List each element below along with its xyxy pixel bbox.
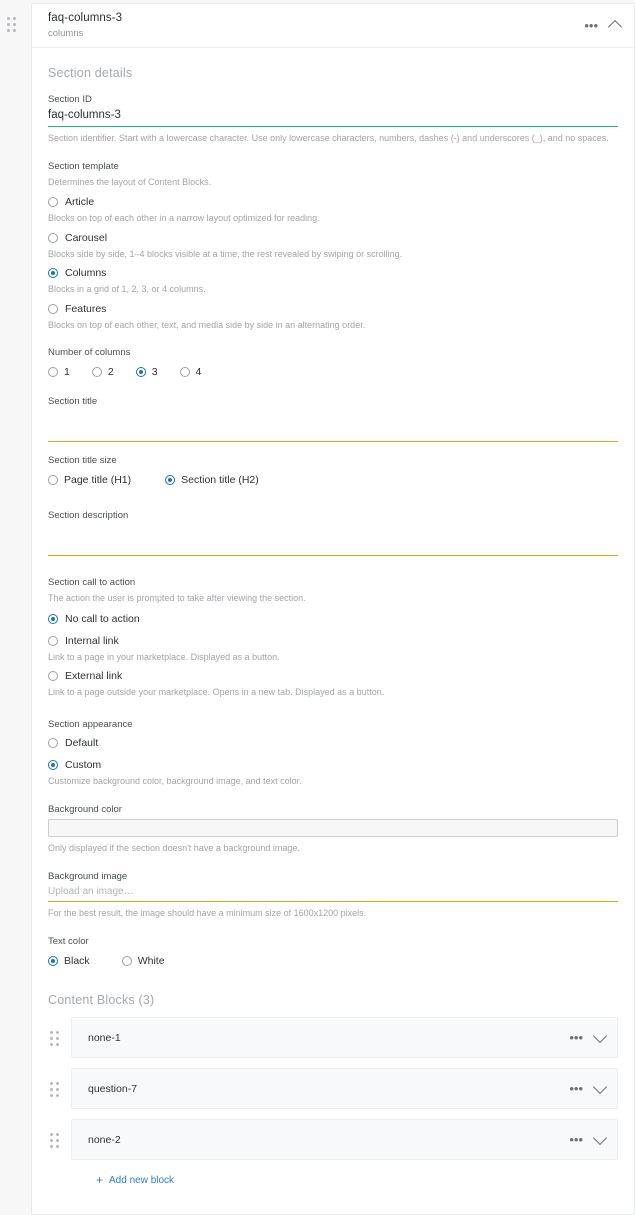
radio-label: 3: [151, 366, 158, 379]
drag-dot: [50, 1145, 53, 1148]
drag-dot: [56, 1139, 59, 1142]
radio-icon[interactable]: [48, 475, 58, 485]
radio-label: 2: [107, 366, 114, 379]
radio-option-default[interactable]: [48, 737, 618, 749]
radio-option-black[interactable]: [48, 955, 90, 967]
radio-label: No call to action: [65, 612, 140, 625]
section-description-underline: [48, 555, 618, 556]
radio-icon[interactable]: [48, 636, 58, 646]
block-drag-handle[interactable]: [50, 1031, 62, 1045]
background-color-label: Background color: [48, 804, 122, 816]
section-id-help: Section identifier. Start with a lowercase character. Use only lowercase characters, numbers, dashes (-) and underscores (_), and no spaces.: [48, 133, 609, 143]
section-cta-help: The action the user is prompted to take after viewing the section.: [48, 593, 306, 604]
chevron-up-icon[interactable]: [610, 19, 620, 32]
drag-dot: [56, 1031, 59, 1034]
radio-icon[interactable]: [48, 233, 58, 243]
chevron-down-icon[interactable]: [595, 1133, 605, 1147]
section-id-field: [48, 94, 618, 145]
radio-desc-features: Blocks on top of each other, text, and media side by side in an alternating order.: [48, 319, 366, 330]
radio-desc-internal-link: Link to a page in your marketplace. Displayed as a button.: [48, 651, 280, 662]
radio-label: White: [137, 955, 165, 968]
radio-desc-external-link: Link to a page outside your marketplace. Opens in a new tab. Displayed as a button.: [48, 687, 385, 698]
add-new-block-label: Add new block: [109, 1174, 175, 1186]
drag-dot: [56, 1133, 59, 1136]
background-image-underline: [48, 901, 618, 902]
drag-dot: [56, 1145, 59, 1148]
drag-dot: [56, 1088, 59, 1091]
section-title-label: Section title: [48, 396, 98, 408]
drag-dot: [50, 1133, 53, 1136]
radio-option-carousel[interactable]: [48, 232, 618, 244]
plus-icon: +: [96, 1173, 104, 1188]
section-template-help: Determines the layout of Content Blocks.: [48, 177, 212, 188]
radio-label: Columns: [65, 267, 107, 280]
radio-icon[interactable]: [48, 760, 58, 770]
radio-icon[interactable]: [122, 956, 132, 966]
section-title-underline: [48, 441, 618, 442]
radio-option-internal-link[interactable]: [48, 635, 618, 647]
radio-icon[interactable]: [48, 671, 58, 681]
block-title: none-1: [88, 1031, 121, 1044]
radio-icon[interactable]: [180, 367, 190, 377]
radio-option-white[interactable]: [122, 955, 165, 967]
content-blocks-heading: Content Blocks (3): [48, 993, 155, 1008]
text-color-label: Text color: [48, 936, 89, 948]
section-template-label: Section template: [48, 161, 119, 173]
block-more-icon[interactable]: •••: [569, 1030, 583, 1046]
radio-label: Black: [64, 955, 90, 968]
radio-option-article[interactable]: [48, 196, 618, 208]
drag-dot: [7, 29, 10, 32]
block-card[interactable]: [71, 1119, 618, 1160]
radio-option-columns-3[interactable]: [136, 366, 158, 378]
background-image-upload[interactable]: Upload an image…: [48, 886, 134, 898]
radio-icon[interactable]: [48, 956, 58, 966]
block-title: question-7: [88, 1082, 138, 1095]
radio-label: Page title (H1): [64, 474, 132, 487]
drag-dot: [50, 1088, 53, 1091]
radio-label: Section title (H2): [181, 474, 259, 487]
radio-option-columns-4[interactable]: [180, 366, 202, 378]
radio-icon[interactable]: [136, 367, 146, 377]
drag-dot: [13, 29, 16, 32]
list-item: [48, 1017, 618, 1058]
radio-option-custom[interactable]: [48, 759, 618, 771]
drag-dot: [50, 1037, 53, 1040]
section-cta-field: [48, 577, 618, 698]
block-more-icon[interactable]: •••: [569, 1081, 583, 1097]
section-drag-handle[interactable]: [7, 17, 19, 31]
drag-dot: [56, 1037, 59, 1040]
radio-option-external-link[interactable]: [48, 670, 618, 682]
section-title-input[interactable]: [48, 411, 618, 441]
drag-dot: [50, 1031, 53, 1034]
section-description-label: Section description: [48, 510, 129, 522]
radio-option-section-title-h2[interactable]: [165, 474, 259, 486]
number-of-columns-label: Number of columns: [48, 347, 131, 359]
add-new-block-button[interactable]: [96, 1174, 618, 1186]
section-description-field: [48, 510, 618, 556]
radio-option-columns[interactable]: [48, 267, 618, 279]
text-color-options: [48, 955, 618, 967]
block-drag-handle[interactable]: [50, 1133, 62, 1147]
block-drag-handle[interactable]: [50, 1082, 62, 1096]
drag-dot: [50, 1043, 53, 1046]
drag-dot: [56, 1094, 59, 1097]
block-title: none-2: [88, 1133, 121, 1146]
section-appearance-field: [48, 719, 618, 788]
section-appearance-label: Section appearance: [48, 718, 133, 730]
block-card[interactable]: [71, 1017, 618, 1058]
section-card-body: [32, 48, 634, 1214]
radio-icon[interactable]: [48, 367, 58, 377]
radio-label: External link: [65, 670, 123, 683]
drag-dot: [50, 1094, 53, 1097]
radio-option-columns-1[interactable]: [48, 366, 70, 378]
radio-desc-article: Blocks on top of each other in a narrow layout optimized for reading.: [48, 213, 320, 224]
radio-label: Features: [65, 302, 107, 315]
section-card-header: [32, 4, 634, 48]
chevron-down-icon[interactable]: [595, 1082, 605, 1096]
radio-icon[interactable]: [48, 304, 58, 314]
section-id-input[interactable]: faq-columns-3: [48, 109, 121, 121]
section-template-field: [48, 161, 618, 331]
section-cta-label: Section call to action: [48, 577, 136, 589]
section-details-heading: Section details: [48, 66, 133, 80]
background-color-input[interactable]: [48, 819, 618, 837]
chevron-down-icon[interactable]: [595, 1031, 605, 1045]
radio-label: Carousel: [65, 231, 108, 244]
drag-dot: [7, 17, 10, 20]
radio-label: Internal link: [65, 634, 119, 647]
section-id-label: Section ID: [48, 94, 92, 105]
radio-icon[interactable]: [48, 738, 58, 748]
radio-desc-custom: Customize background color, background image, and text color.: [48, 775, 302, 786]
radio-option-no-call-to-action[interactable]: [48, 613, 618, 625]
drag-dot: [13, 17, 16, 20]
radio-option-columns-2[interactable]: [92, 366, 114, 378]
radio-label: Default: [65, 736, 99, 749]
bottom-spacer: [48, 1186, 618, 1214]
section-card-title: faq-columns-3: [48, 11, 123, 24]
section-title-size-label: Section title size: [48, 455, 117, 467]
background-image-help: For the best result, the image should have a minimum size of 1600x1200 pixels.: [48, 908, 367, 919]
radio-label: Article: [65, 196, 95, 209]
radio-icon[interactable]: [48, 268, 58, 278]
number-of-columns-options: [48, 366, 618, 378]
text-color-field: [48, 936, 618, 967]
background-image-label: Background image: [48, 871, 128, 883]
section-card: [31, 3, 635, 1215]
number-of-columns-field: [48, 347, 618, 378]
background-image-field: [48, 871, 618, 920]
drag-dot: [56, 1082, 59, 1085]
background-color-help: Only displayed if the section doesn't have a background image.: [48, 843, 300, 854]
radio-option-page-title-h1[interactable]: [48, 474, 131, 486]
section-title-size-field: [48, 455, 618, 486]
block-card[interactable]: [71, 1068, 618, 1109]
radio-label: 4: [195, 366, 202, 379]
drag-dot: [50, 1082, 53, 1085]
radio-label: Custom: [65, 758, 102, 771]
section-title-field: [48, 396, 618, 442]
drag-dot: [7, 23, 10, 26]
section-description-input[interactable]: [48, 525, 618, 555]
radio-icon[interactable]: [48, 197, 58, 207]
section-title-size-options: [48, 474, 618, 486]
drag-dot: [50, 1139, 53, 1142]
radio-option-features[interactable]: [48, 303, 618, 315]
background-color-field: [48, 804, 618, 855]
block-more-icon[interactable]: •••: [569, 1132, 583, 1148]
section-card-titles: [48, 12, 572, 39]
radio-desc-carousel: Blocks side by side, 1–4 blocks visible at a time, the rest revealed by swiping or scrolling.: [48, 248, 403, 259]
drag-dot: [13, 23, 16, 26]
section-card-subtitle: columns: [48, 27, 84, 39]
radio-icon[interactable]: [92, 367, 102, 377]
radio-icon[interactable]: [48, 614, 58, 624]
section-id-underline: [48, 126, 618, 127]
radio-icon[interactable]: [165, 475, 175, 485]
radio-label: 1: [64, 366, 70, 379]
drag-dot: [56, 1043, 59, 1046]
list-item: [48, 1119, 618, 1160]
list-item: [48, 1068, 618, 1109]
section-more-icon[interactable]: •••: [584, 18, 598, 33]
radio-desc-columns: Blocks in a grid of 1, 2, 3, or 4 columns.: [48, 284, 206, 295]
